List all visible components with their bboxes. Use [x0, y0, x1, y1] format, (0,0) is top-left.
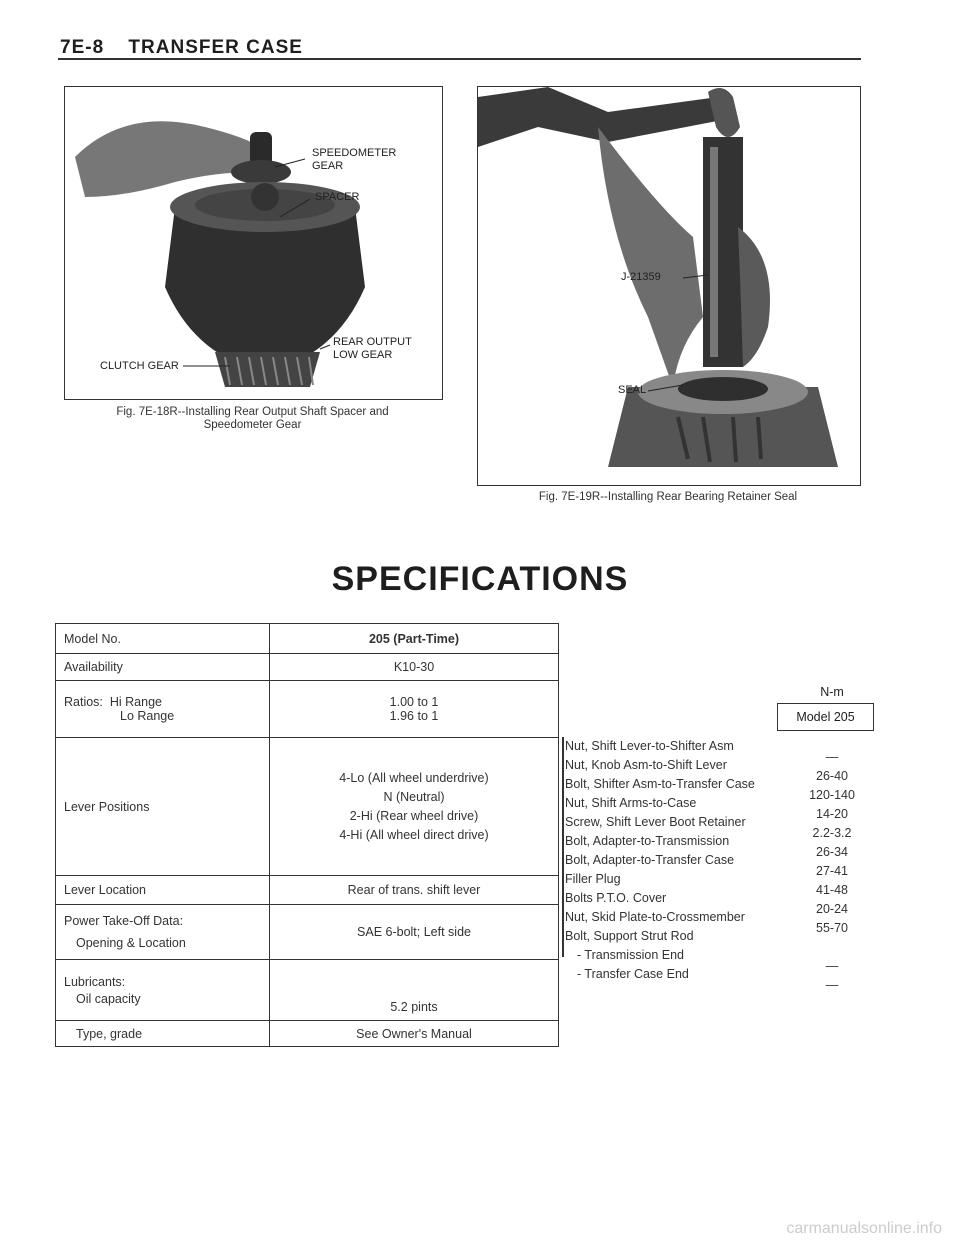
torque-value: 120-140 [809, 788, 855, 802]
list-item: Nut, Skid Plate-to-Crossmember [565, 910, 745, 924]
ratios-values [270, 681, 559, 738]
figure-19r-photo [477, 86, 861, 486]
torque-value [797, 938, 867, 957]
type-grade-value: See Owner's Manual [270, 1021, 559, 1047]
footer-watermark: carmanualsonline.info [786, 1220, 942, 1237]
figure-18r-caption [64, 406, 441, 432]
caption-line-2: Speedometer Gear [203, 419, 302, 431]
section-title: TRANSFER CASE [128, 37, 303, 58]
table-row [56, 738, 559, 876]
figure-18r-photo [64, 86, 443, 400]
torque-value: 20-24 [816, 902, 848, 916]
torque-unit: N-m [820, 685, 844, 699]
specifications-table [55, 623, 559, 1047]
torque-value: 26-34 [816, 845, 848, 859]
table-row [56, 624, 559, 654]
hi-range-value: 1.00 to 1 [389, 695, 439, 709]
page-number: 7E-8 [60, 37, 105, 58]
torque-value: — [825, 978, 839, 992]
callout-speedometer-gear: SPEEDOMETER GEAR [312, 147, 397, 172]
callout-tool-j21359: J-21359 [621, 271, 661, 283]
pto-cell [56, 905, 270, 960]
table-row [56, 654, 559, 681]
lever-location-label: Lever Location [56, 876, 270, 905]
lever-positions-values [270, 738, 559, 876]
model-value: 205 (Part-Time) [270, 624, 559, 654]
lever-position-item: 4-Lo (All wheel underdrive) [339, 770, 489, 785]
oil-capacity-label: Oil capacity [76, 991, 141, 1006]
list-item: Bolt, Shifter Asm-to-Transfer Case [565, 777, 755, 791]
figure-19r-caption: Fig. 7E-19R--Installing Rear Bearing Retainer Seal [538, 491, 798, 503]
pto-label: Power Take-Off Data: [64, 914, 184, 928]
page-header [60, 37, 321, 59]
hi-range-label: Hi Range [109, 695, 162, 709]
pto-sub-label: Opening & Location [76, 936, 186, 950]
torque-items-list [562, 737, 785, 984]
callout-clutch-gear: CLUTCH GEAR [100, 360, 179, 372]
availability-label: Availability [56, 654, 270, 681]
torque-values-list [797, 748, 867, 995]
torque-value: 2.2-3.2 [812, 826, 852, 840]
ratios-cell [56, 681, 270, 738]
lever-position-item: N (Neutral) [383, 789, 445, 804]
list-item: Screw, Shift Lever Boot Retainer [565, 815, 746, 829]
availability-value: K10-30 [270, 654, 559, 681]
lubricants-cell [56, 960, 270, 1021]
lever-location-value: Rear of trans. shift lever [270, 876, 559, 905]
ratios-label: Ratios: [64, 695, 103, 709]
torque-value: 14-20 [816, 807, 848, 821]
table-row [56, 960, 559, 1021]
lo-range-value: 1.96 to 1 [389, 709, 439, 723]
torque-value: 26-40 [816, 769, 848, 783]
lo-range-label: Lo Range [120, 709, 175, 723]
specifications-title: SPECIFICATIONS [331, 560, 629, 598]
oil-capacity-value: 5.2 pints [270, 960, 559, 1021]
callout-seal: SEAL [618, 384, 647, 396]
list-item: Bolts P.T.O. Cover [565, 891, 667, 905]
torque-model-header: Model 205 [777, 703, 874, 731]
table-row [56, 905, 559, 960]
lubricants-label: Lubricants: [64, 974, 126, 989]
torque-value: 27-41 [816, 864, 848, 878]
lever-position-item: 4-Hi (All wheel direct drive) [339, 827, 489, 842]
list-item: Bolt, Adapter-to-Transmission [565, 834, 730, 848]
table-row [56, 681, 559, 738]
table-row [56, 876, 559, 905]
list-item: - Transfer Case End [577, 967, 689, 981]
list-item: Nut, Knob Asm-to-Shift Lever [565, 758, 727, 772]
list-item: Nut, Shift Arms-to-Case [565, 796, 697, 810]
callout-spacer: SPACER [315, 191, 360, 203]
type-grade-label: Type, grade [56, 1021, 270, 1047]
list-item: Nut, Shift Lever-to-Shifter Asm [565, 739, 734, 753]
torque-value: — [825, 959, 839, 973]
callout-rear-output-low-gear: REAR OUTPUT LOW GEAR [333, 336, 412, 361]
list-item: Bolt, Adapter-to-Transfer Case [565, 853, 735, 867]
torque-value: 55-70 [816, 921, 848, 935]
torque-value: 41-48 [816, 883, 848, 897]
list-item: - Transmission End [577, 948, 684, 962]
seal-installer-illustration [478, 87, 860, 485]
lever-positions-label: Lever Positions [56, 738, 270, 876]
torque-value: — [825, 750, 839, 764]
pto-value: SAE 6-bolt; Left side [270, 905, 559, 960]
model-label: Model No. [56, 624, 270, 654]
header-rule [58, 58, 861, 60]
list-item: Filler Plug [565, 872, 621, 886]
table-row [56, 1021, 559, 1047]
lever-position-item: 2-Hi (Rear wheel drive) [349, 808, 479, 823]
list-item: Bolt, Support Strut Rod [565, 929, 694, 943]
caption-line-1: Fig. 7E-18R--Installing Rear Output Shaft Spacer and [116, 406, 389, 418]
